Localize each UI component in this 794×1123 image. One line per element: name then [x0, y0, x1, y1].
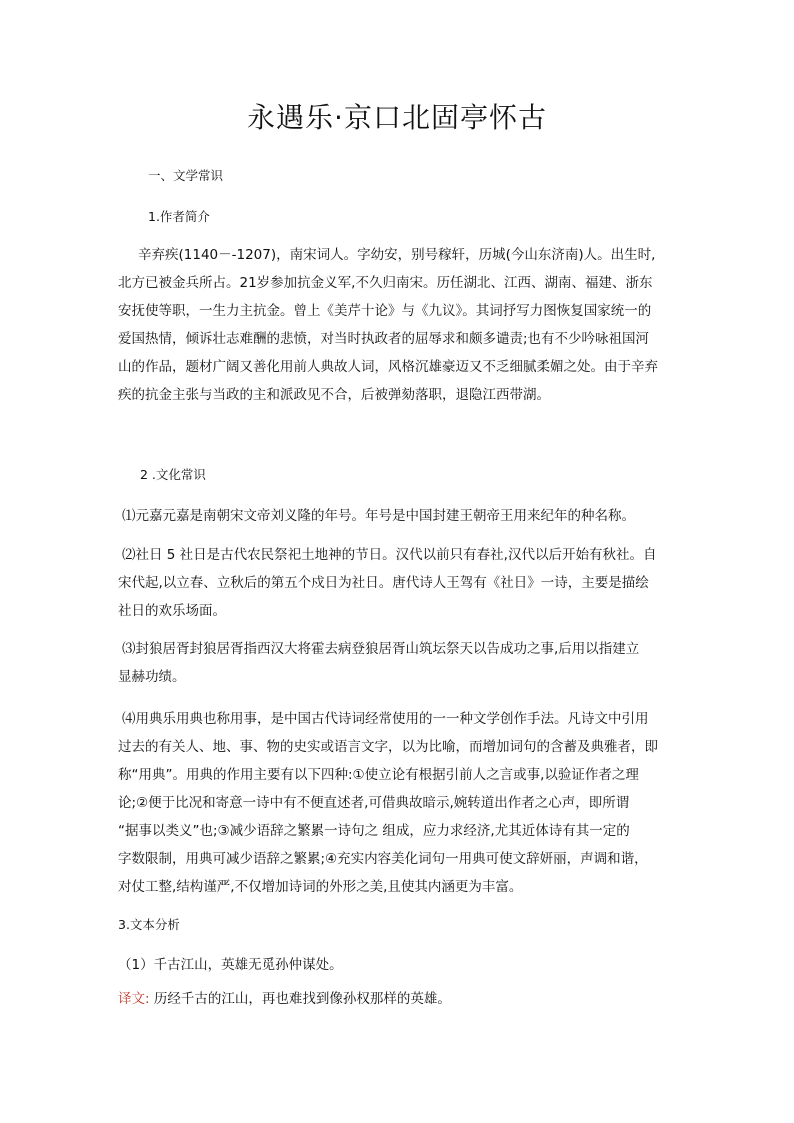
- intro-line: 北方已被金兵所占。21岁参加抗金义军,不久归南宋。历任湖北、江西、湖南、福建、浙东: [118, 275, 653, 291]
- translation-label: 译文:: [118, 991, 150, 1007]
- translation-line: [118, 990, 678, 1008]
- note-line: ⑶封狼居胥封狼居胥指西汉大将霍去病登狼居胥山筑坛祭天以告成功之事,后用以指建立: [122, 641, 640, 657]
- culture-note-yuanjia: ⑴元嘉元嘉是南朝宋文帝刘义隆的年号。年号是中国封建王朝帝王用来纪年的种名称。: [122, 508, 635, 524]
- subheading-author: 1.作者简介: [148, 209, 210, 224]
- intro-line: 辛弃疾(1140－-1207)，南宋词人。字幼安，别号稼轩，历城(今山东济南)人。出生时,: [138, 247, 656, 263]
- verse-line: （1）千古江山，英雄无觅孙仲谋处。: [118, 957, 343, 973]
- note-line: 过去的有关人、地、事、物的史实或语言文字，以为比喻，而增加词句的含蓄及典雅者，即: [118, 739, 658, 755]
- note-line: 对仗工整,结构谨严,不仅增加诗词的外形之美,且使其内涵更为丰富。: [118, 879, 523, 895]
- note-line: 论;②便于比况和寄意一诗中有不便直述者,可借典故暗示,婉转道出作者之心声，即所谓: [118, 795, 630, 811]
- note-line: 宋代起,以立春、立秋后的第五个戍日为社日。唐代诗人王驾有《社日》一诗，主要是描绘: [118, 575, 649, 591]
- note-line: 显赫功绩。: [118, 669, 186, 685]
- note-line: 称“用典”。用典的作用主要有以下四种:①使立论有根据引前人之言或事,以验证作者之理: [118, 767, 639, 783]
- intro-line: 爱国热情，倾诉壮志难酬的悲愤，对当时执政者的屈辱求和颇多谴责;也有不少吟咏祖国河: [118, 331, 650, 347]
- intro-line: 山的作品，题材广阔又善化用前人典故人词，风格沉雄豪迈又不乏细腻柔媚之处。由于辛弃: [118, 359, 658, 375]
- note-line: ⑷用典乐用典也称用事，是中国古代诗词经常使用的一一种文学创作手法。凡诗文中引用: [122, 711, 649, 727]
- note-line: ⑵社日 5 社日是古代农民祭祀土地神的节日。汉代以前只有春社,汉代以后开始有秋社。自: [122, 547, 657, 563]
- note-line: 字数限制，用典可减少语辞之繁累;④充实内容美化词句一用典可使文辞妍丽，声调和谐，: [118, 851, 648, 867]
- section-heading-literature: 一、文学常识: [148, 168, 224, 183]
- note-line: 社日的欢乐场面。: [118, 603, 226, 619]
- subheading-text-analysis: 3.文本分析: [118, 917, 180, 932]
- page-title: 永遇乐·京口北固亭怀古: [247, 101, 547, 134]
- intro-line: 安抚使等职，一生力主抗金。曾上《美芹十论》与《九议》。其词抒写力图恢复国家统一的: [118, 303, 652, 319]
- translation-text: 历经千古的江山，再也难找到像孙权那样的英雄。: [149, 991, 451, 1007]
- subheading-culture: 2 .文化常识: [140, 467, 206, 482]
- intro-line: 疾的抗金主张与当政的主和派政见不合，后被弹劾落职，退隐江西带湖。: [118, 387, 550, 403]
- note-line: “据事以类义”也;③减少语辞之繁累一诗句之 组成，应力求经济,尤其近体诗有其一定的: [118, 823, 630, 839]
